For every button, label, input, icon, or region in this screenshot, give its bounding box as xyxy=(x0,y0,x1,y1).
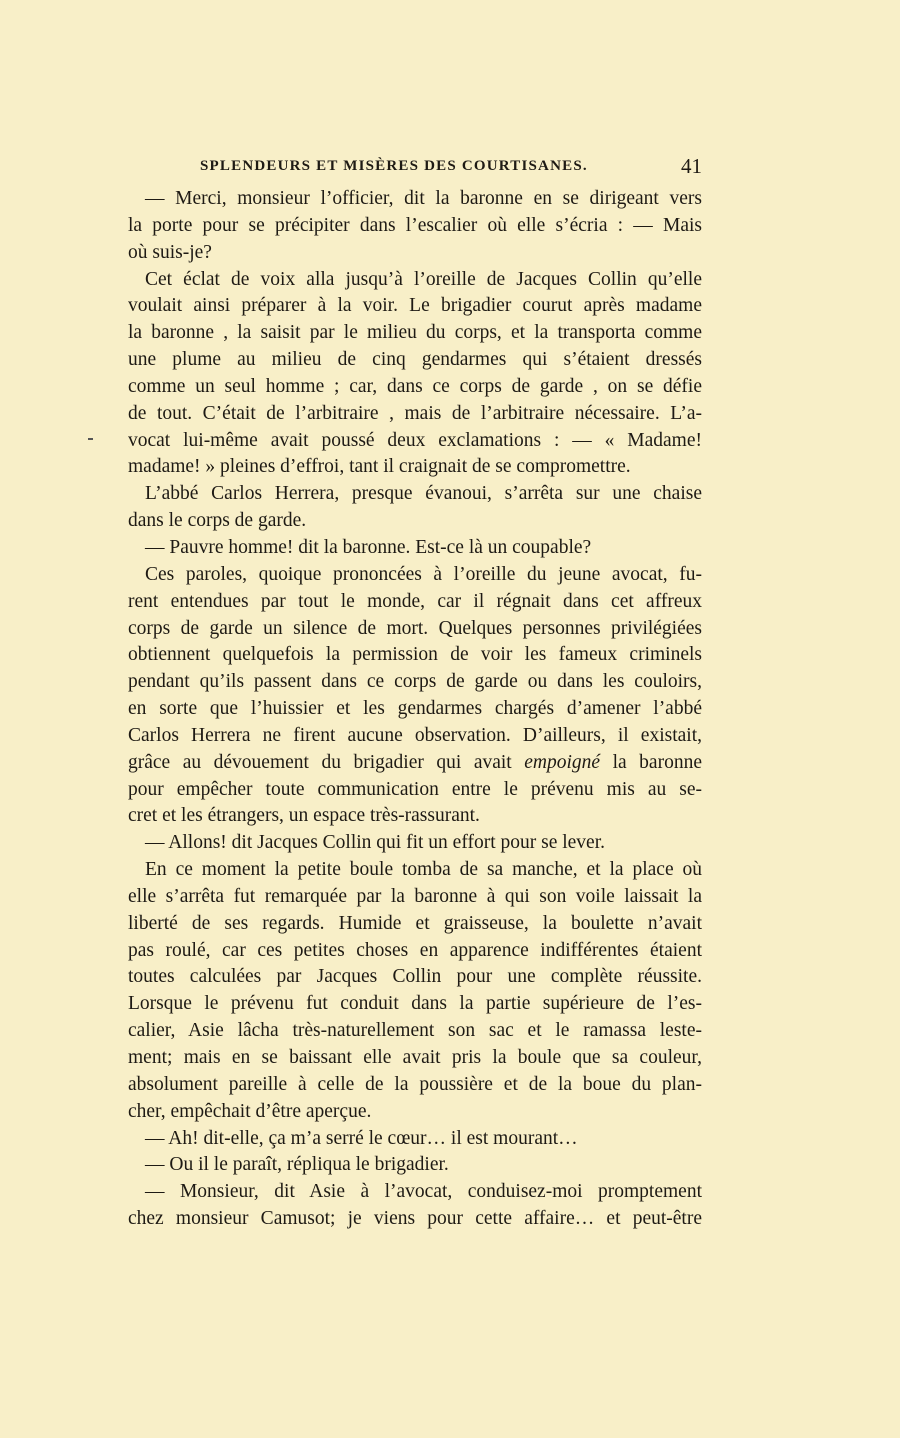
text-line: madame! » pleines d’effroi, tant il craignait de se compromettre. xyxy=(128,456,631,478)
paragraph xyxy=(128,562,702,830)
body-text xyxy=(128,186,702,1233)
text-line: la porte pour se précipiter dans l’escalier où elle s’écria : — Mais xyxy=(128,214,702,236)
text-line: En ce moment la petite boule tomba de sa manche, et la place où xyxy=(145,859,702,881)
text-line: de tout. C’était de l’arbitraire , mais de l’arbitraire nécessaire. L’a- xyxy=(128,402,702,424)
text-line: L’abbé Carlos Herrera, presque évanoui, s’arrêta sur une chaise xyxy=(145,483,702,505)
text-line: — Merci, monsieur l’officier, dit la baronne en se dirigeant vers xyxy=(145,188,702,209)
text-line: obtiennent quelquefois la permission de voir les fameux criminels xyxy=(128,644,702,666)
margin-mark xyxy=(88,438,93,440)
text-line: — Pauvre homme! dit la baronne. Est-ce là un coupable? xyxy=(145,536,592,558)
text-line: — Allons! dit Jacques Collin qui fit un effort pour se lever. xyxy=(145,832,605,854)
running-title: SPLENDEURS ET MISÈRES DES COURTISANES. xyxy=(200,158,588,174)
text-line: dans le corps de garde. xyxy=(128,510,307,532)
paragraph xyxy=(128,830,702,857)
text-line: voulait ainsi préparer à la voir. Le brigadier courut après madame xyxy=(128,295,702,317)
text-line: pas roulé, car ces petites choses en apparence indifférentes étaient xyxy=(128,939,702,961)
text-line: comme un seul homme ; car, dans ce corps de garde , on se défie xyxy=(128,375,702,397)
text-line: pendant qu’ils passent dans ce corps de garde ou dans les couloirs, xyxy=(128,671,702,693)
text-line: une plume au milieu de cinq gendarmes qui s’étaient dressés xyxy=(128,349,702,371)
text-line: elle s’arrêta fut remarquée par la baronne à qui son voile laissait la xyxy=(128,885,702,907)
italic-word: empoigné xyxy=(524,751,601,773)
text-segment: la baronne xyxy=(600,751,702,773)
text-line: Cet éclat de voix alla jusqu’à l’oreille de Jacques Collin qu’elle xyxy=(145,268,702,290)
text-line: la baronne , la saisit par le milieu du corps, et la transporta comme xyxy=(128,322,702,344)
paragraph xyxy=(128,186,702,267)
text-line: en sorte que l’huissier et les gendarmes chargés d’amener l’abbé xyxy=(128,698,702,720)
paragraph xyxy=(128,1126,702,1153)
text-line: cher, empêchait d’être aperçue. xyxy=(128,1100,372,1122)
text-line: pour empêcher toute communication entre le prévenu mis au se- xyxy=(128,778,702,800)
paragraph xyxy=(128,267,702,482)
text-line: corps de garde un silence de mort. Quelques personnes privilégiées xyxy=(128,617,702,639)
text-line: vocat lui-même avait poussé deux exclamations : — « Madame! xyxy=(128,429,702,451)
running-header xyxy=(200,154,702,178)
text-line: rent entendues par tout le monde, car il régnait dans cet affreux xyxy=(128,590,702,612)
paragraph xyxy=(128,1179,702,1233)
text-line: — Monsieur, dit Asie à l’avocat, conduisez-moi promptement xyxy=(145,1181,702,1203)
paragraph xyxy=(128,1152,702,1179)
text-line: Ces paroles, quoique prononcées à l’oreille du jeune avocat, fu- xyxy=(145,563,702,585)
text-line: toutes calculées par Jacques Collin pour une complète réussite. xyxy=(128,966,702,988)
text-line: chez monsieur Camusot; je viens pour cette affaire… et peut-être xyxy=(128,1208,702,1230)
text-line: cret et les étrangers, un espace très-rassurant. xyxy=(128,805,480,827)
paragraph xyxy=(128,857,702,1125)
text-line: ment; mais en se baissant elle avait pris la boule que sa couleur, xyxy=(128,1047,702,1068)
text-line: — Ah! dit-elle, ça m’a serré le cœur… il est mourant… xyxy=(145,1127,578,1149)
text-line: Lorsque le prévenu fut conduit dans la partie supérieure de l’es- xyxy=(128,993,702,1015)
text-line xyxy=(128,750,702,777)
paragraph xyxy=(128,535,702,562)
page-number: 41 xyxy=(681,154,702,178)
text-line: où suis-je? xyxy=(128,241,212,263)
text-line: Carlos Herrera ne firent aucune observation. D’ailleurs, il existait, xyxy=(128,724,702,746)
text-segment: grâce au dévouement du brigadier qui avait xyxy=(128,751,525,773)
text-line: liberté de ses regards. Humide et graisseuse, la boulette n’avait xyxy=(128,912,702,934)
paragraph xyxy=(128,481,702,535)
text-line: — Ou il le paraît, répliqua le brigadier. xyxy=(145,1154,449,1176)
text-line: absolument pareille à celle de la poussière et de la boue du plan- xyxy=(128,1073,702,1095)
text-line: calier, Asie lâcha très-naturellement son sac et le ramassa leste- xyxy=(128,1020,702,1042)
